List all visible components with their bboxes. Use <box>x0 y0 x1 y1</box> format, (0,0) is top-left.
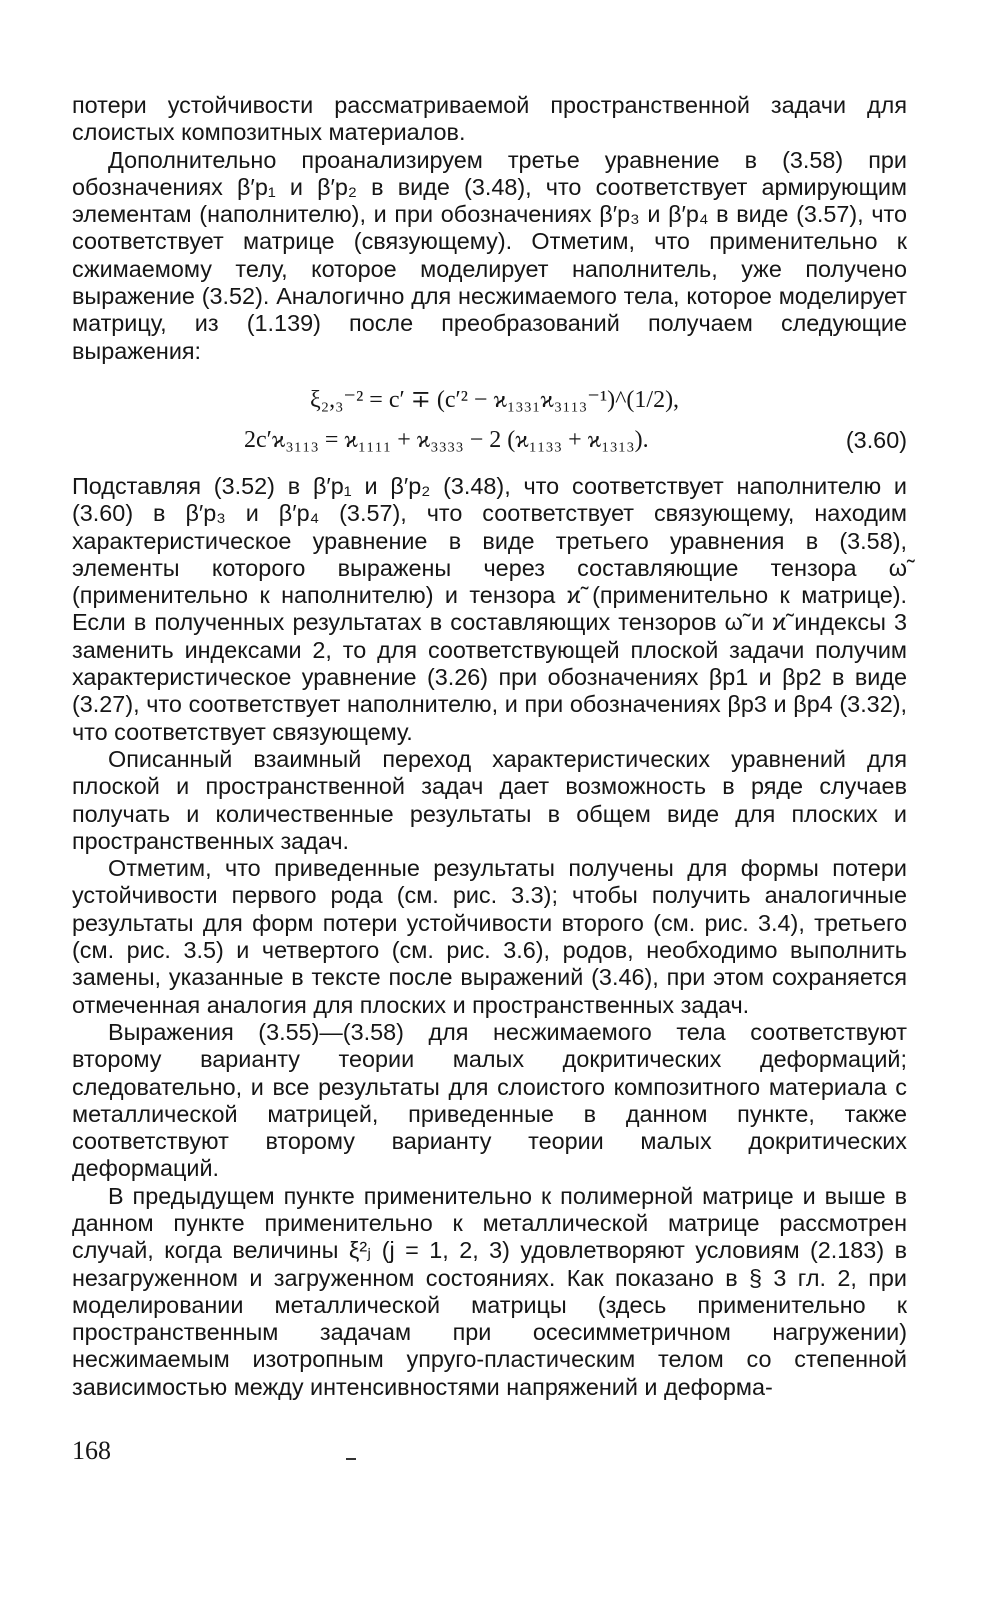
paragraph-3: Подставляя (3.52) в β′p₁ и β′p₂ (3.48), что соответствует наполнителю и (3.60) в β′p₃ и β′p₄ (3.57), что соответствует связующему, находим характеристическое уравнение в виде третьего уравнения в (3.58), элементы которого выражены через составляющие тензора ω̃ (применительно к наполнителю) и тензора ϰ̃ (применительно к матрице). Если в полученных результатах в составляющих тензоров ω̃ и ϰ̃ индексы 3 заменить индексами 2, то для соответствующей плоской задачи получим характеристическое уравнение (3.26) при обозначениях βp1 и βp2 в виде (3.27), что соответствует наполнителю, и при обозначениях βp3 и βp4 (3.32), что соответствует связующему. <box>72 472 907 745</box>
equation-number: (3.60) <box>845 426 907 453</box>
equation-line-1: ξ₂,₃⁻² = c′ ∓ (c′² − ϰ₁₃₃₁ϰ₃₁₁₃⁻¹)^(1/2), <box>310 386 680 413</box>
paragraph-1: потери устойчивости рассматриваемой пространственной задачи для слоистых композитных материалов. <box>72 92 907 146</box>
paragraph-6: Выражения (3.55)—(3.58) для несжимаемого тела соответствуют второму варианту теории малых докритических деформаций; следовательно, и все результаты для слоистого композитного материала с металлической матрицей, приведенные в данном пункте, также соответствуют второму варианту теории малых докритических деформаций. <box>72 1018 907 1182</box>
page-number: 168 <box>72 1436 111 1465</box>
equation-line-2: 2c′ϰ₃₁₁₃ = ϰ₁₁₁₁ + ϰ₃₃₃₃ − 2 (ϰ₁₁₃₃ + ϰ₁₃₁₃). <box>244 426 649 453</box>
paragraph-5: Отметим, что приведенные результаты получены для формы потери устойчивости первого рода (см. рис. 3.3); чтобы получить аналогичные результаты для форм потери устойчивости второго (см. рис. 3.4), третьего (см. рис. 3.5) и четвертого (см. рис. 3.6), родов, необходимо выполнить замены, указанные в тексте после выражений (3.46), при этом сохраняется отмеченная аналогия для плоских и пространственных задач. <box>72 855 907 1018</box>
paragraph-4: Описанный взаимный переход характеристических уравнений для плоской и пространственной задач дает возможность в ряде случаев получать и количественные результаты в общем виде для плоских и пространственных задач. <box>72 745 907 854</box>
print-mark <box>346 1458 356 1460</box>
equation-block <box>72 367 907 465</box>
paragraph-7: В предыдущем пункте применительно к полимерной матрице и выше в данном пункте применительно к металлической матрице рассмотрен случай, когда величины ξ²ⱼ (j = 1, 2, 3) удовлетворяют условиям (2.183) в незагруженном и загруженном состояниях. Как показано в § 3 гл. 2, при моделировании металлической матрицы (здесь применительно к пространственным задачам при осесимметричном нагружении) несжимаемым изотропным упруго-пластическим телом со степенной зависимостью между интенсивностями напряжений и деформа- <box>72 1182 907 1400</box>
page-body <box>72 92 907 1401</box>
paragraph-2: Дополнительно проанализируем третье уравнение в (3.58) при обозначениях β′p₁ и β′p₂ в виде (3.48), что соответствует армирующим элементам (наполнителю), и при обозначениях β′p₃ и β′p₄ в виде (3.57), что соответствует матрице (связующему). Отметим, что применительно к сжимаемому телу, которое моделирует наполнитель, уже получено выражение (3.52). Аналогично для несжимаемого тела, которое моделирует матрицу, из (1.139) после преобразований получаем следующие выражения: <box>72 146 907 364</box>
